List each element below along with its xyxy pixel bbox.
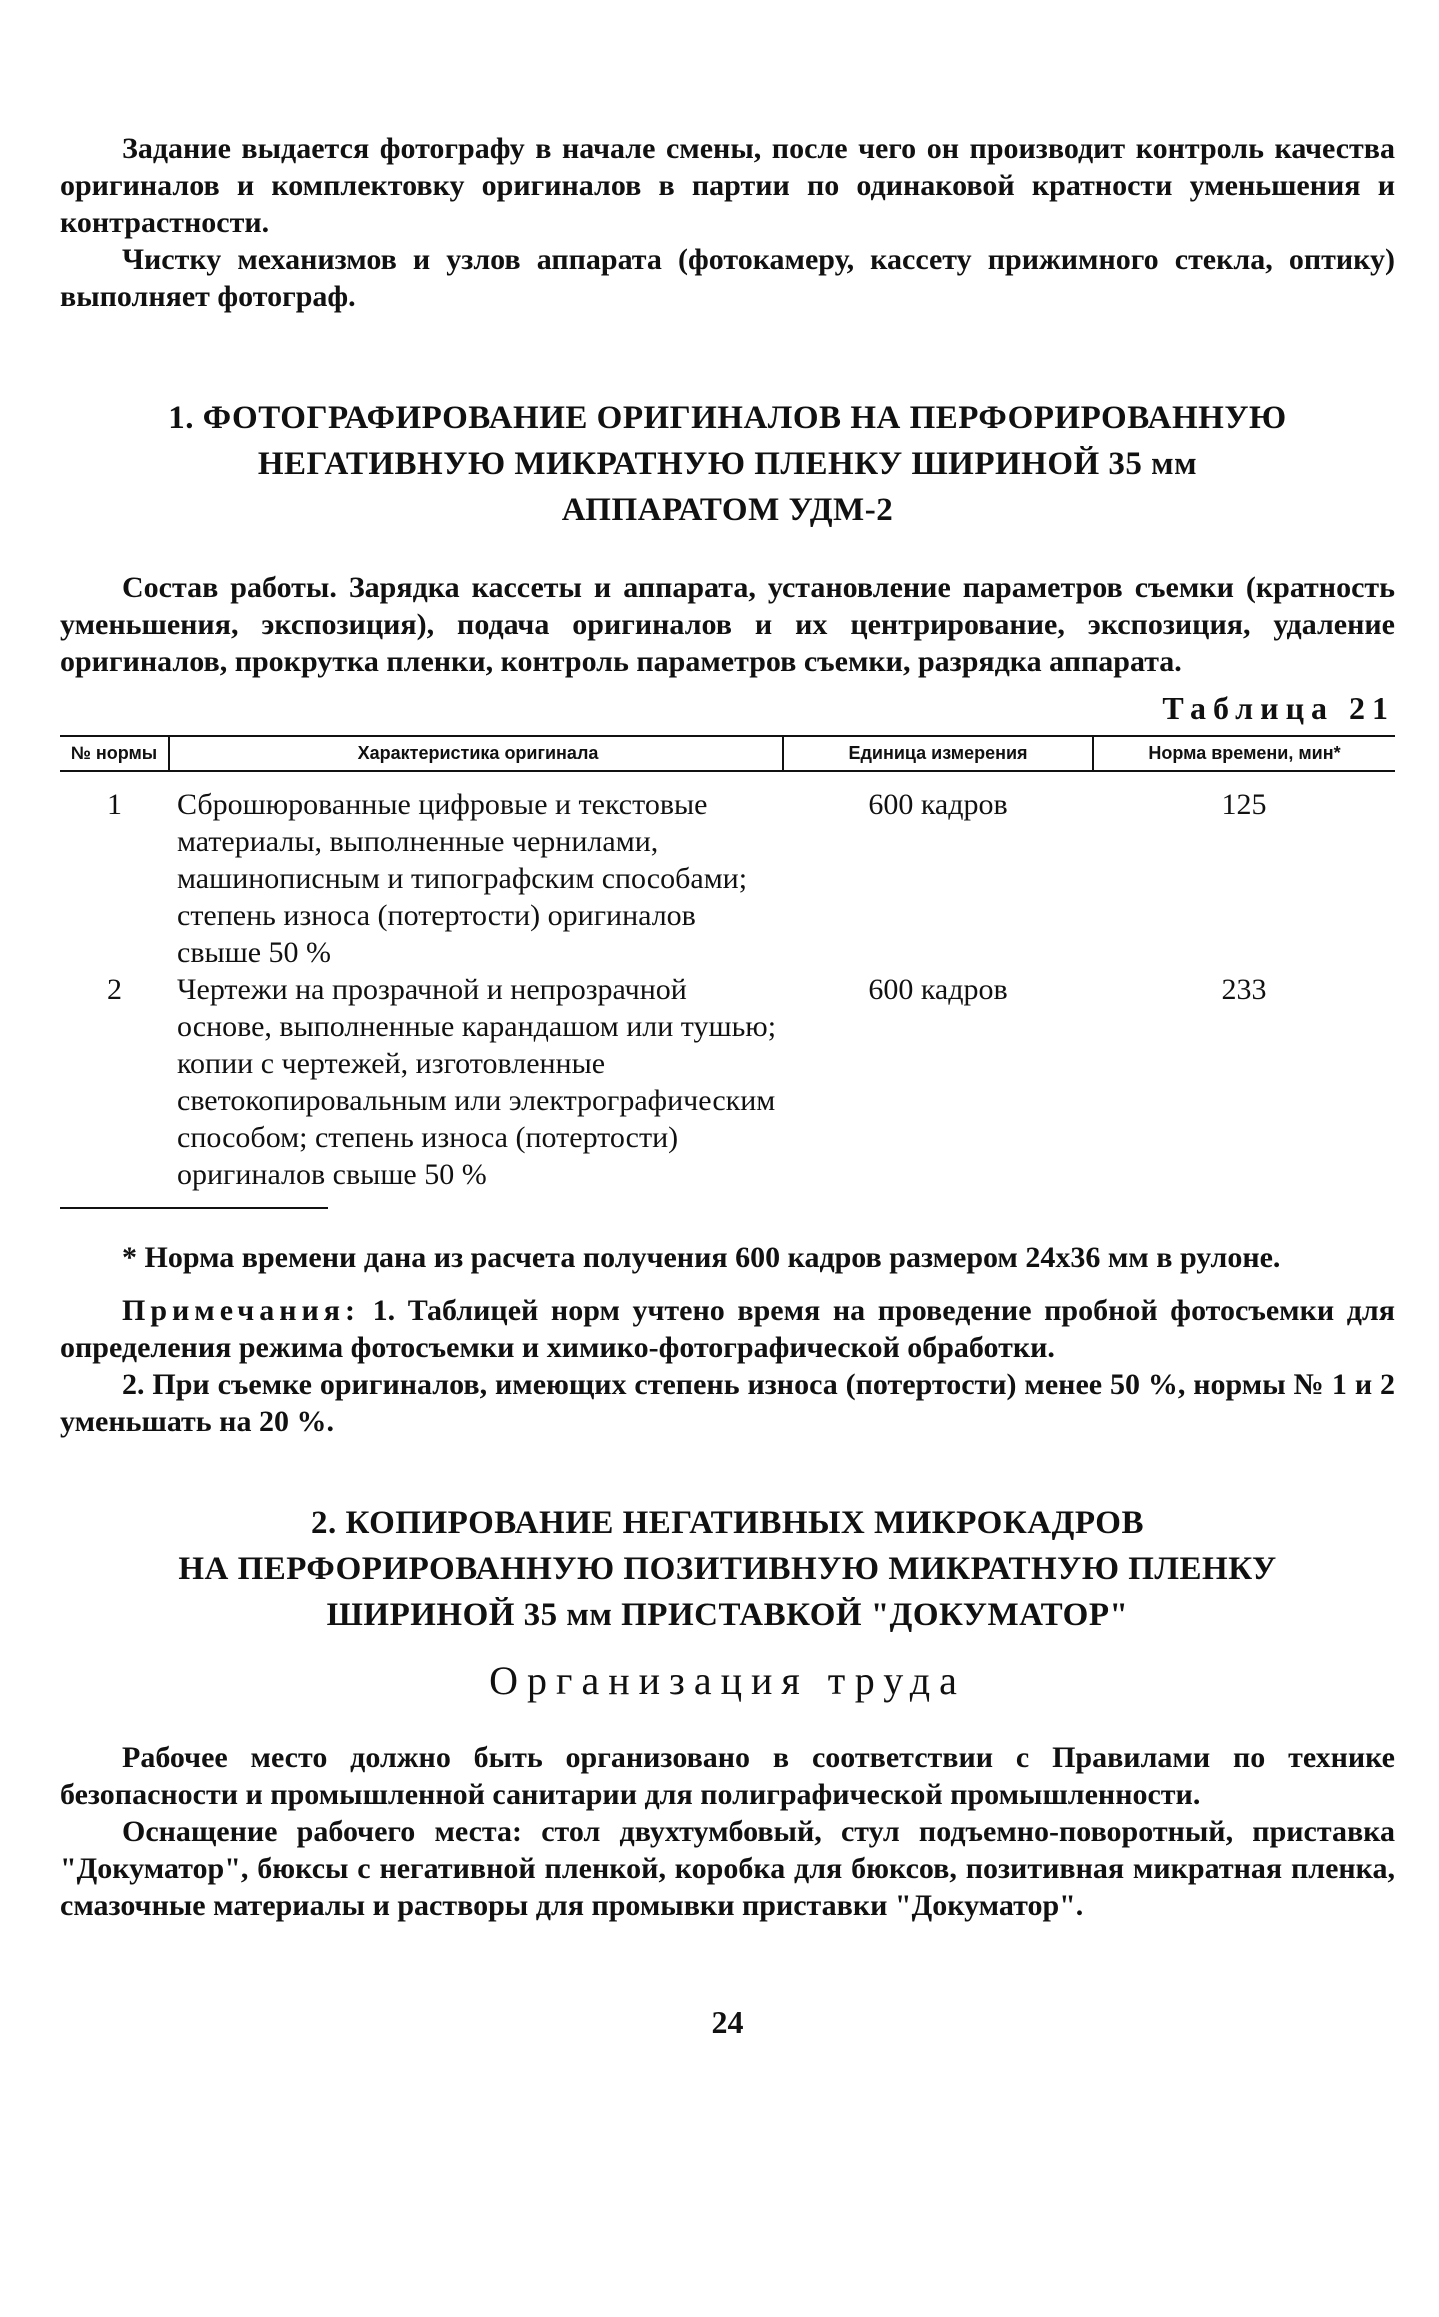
labor-organization-title: Организация труда <box>489 1658 966 1703</box>
section-1-title-line-3: АППАРАТОМ УДМ-2 <box>561 492 894 528</box>
document-page <box>60 130 1395 2041</box>
workplace-paragraph: Рабочее место должно быть организовано в соответствии с Правилами по технике безопасности и промышленной санитарии для полиграфической промышленности. <box>60 1741 1395 1811</box>
header-unit: Единица измерения <box>783 736 1093 771</box>
section-1-heading <box>60 395 1395 533</box>
row-description: Сброшюрованные цифровые и текстовые материалы, выполненные чернилами, машинописным и типографским способами; степень износа (потертости) оригиналов свыше 50 % <box>177 788 748 969</box>
row-unit: 600 кадров <box>868 788 1008 821</box>
row-time-norm: 233 <box>1221 973 1267 1006</box>
row-time-norm: 125 <box>1221 788 1267 821</box>
work-composition-text: Зарядка кассеты и аппарата, установление параметров съемки (кратность уменьшения, экспозиция), подача оригиналов и их центрирование, экспозиция, удаление оригиналов, прокрутка пленки, контроль параметров съемки, разрядка аппарата. <box>60 571 1395 678</box>
section-2-heading <box>60 1500 1395 1638</box>
footnote: * Норма времени дана из расчета получения 600 кадров размером 24х36 мм в рулоне. <box>122 1241 1281 1274</box>
section-2-title-line-2: НА ПЕРФОРИРОВАННУЮ ПОЗИТИВНУЮ МИКРАТНУЮ ПЛЕНКУ <box>178 1551 1277 1587</box>
note-2: 2. При съемке оригиналов, имеющих степень износа (потертости) менее 50 %, нормы № 1 и 2 уменьшать на 20 %. <box>60 1368 1395 1438</box>
header-norm-number: № нормы <box>60 736 169 771</box>
table-row <box>60 971 1395 1193</box>
section-2-title-line-1: 2. КОПИРОВАНИЕ НЕГАТИВНЫХ МИКРОКАДРОВ <box>311 1505 1144 1541</box>
row-description: Чертежи на прозрачной и непрозрачной основе, выполненные карандашом или тушью; копии с чертежей, изготовленные светокопировальным или электрографическим способом; степень износа (потертости) оригиналов свыше 50 % <box>177 973 777 1191</box>
intro-paragraph-2: Чистку механизмов и узлов аппарата (фотокамеру, кассету прижимного стекла, оптику) выполняет фотограф. <box>60 243 1395 313</box>
notes-label: Примечания: <box>122 1294 361 1327</box>
table-header-row <box>60 736 1395 771</box>
section-1-title-line-1: 1. ФОТОГРАФИРОВАНИЕ ОРИГИНАЛОВ НА ПЕРФОРИРОВАННУЮ <box>168 400 1287 436</box>
section-2-title-line-3: ШИРИНОЙ 35 мм ПРИСТАВКОЙ "ДОКУМАТОР" <box>326 1597 1129 1633</box>
note-1 <box>60 1292 1395 1366</box>
note-1-text: 1. Таблицей норм учтено время на проведение пробной фотосъемки для определения режима фотосъемки и химико-фотографической обработки. <box>60 1294 1395 1364</box>
page-number: 24 <box>711 2004 744 2040</box>
row-number: 2 <box>107 973 122 1006</box>
work-composition-paragraph <box>60 569 1395 680</box>
header-time-norm: Норма времени, мин* <box>1093 736 1395 771</box>
norms-table <box>60 735 1395 1193</box>
row-unit: 600 кадров <box>868 973 1008 1006</box>
table-caption: Таблица 21 <box>1162 690 1395 726</box>
table-row <box>60 771 1395 971</box>
header-original-characteristic: Характеристика оригинала <box>169 736 783 771</box>
intro-paragraph-1: Задание выдается фотографу в начале смены, после чего он производит контроль качества оригиналов и комплектовку оригиналов в партии по одинаковой кратности уменьшения и контрастности. <box>60 132 1395 239</box>
section-1-title-line-2: НЕГАТИВНУЮ МИКРАТНУЮ ПЛЕНКУ ШИРИНОЙ 35 мм <box>257 446 1198 482</box>
row-number: 1 <box>107 788 122 821</box>
work-composition-label: Состав работы. <box>122 571 337 604</box>
equipment-paragraph: Оснащение рабочего места: стол двухтумбовый, стул подъемно-поворотный, приставка "Докуматор", бюксы с негативной пленкой, коробка для бюксов, позитивная микратная пленка, смазочные материалы и растворы для промывки приставки "Докуматор". <box>60 1815 1395 1922</box>
